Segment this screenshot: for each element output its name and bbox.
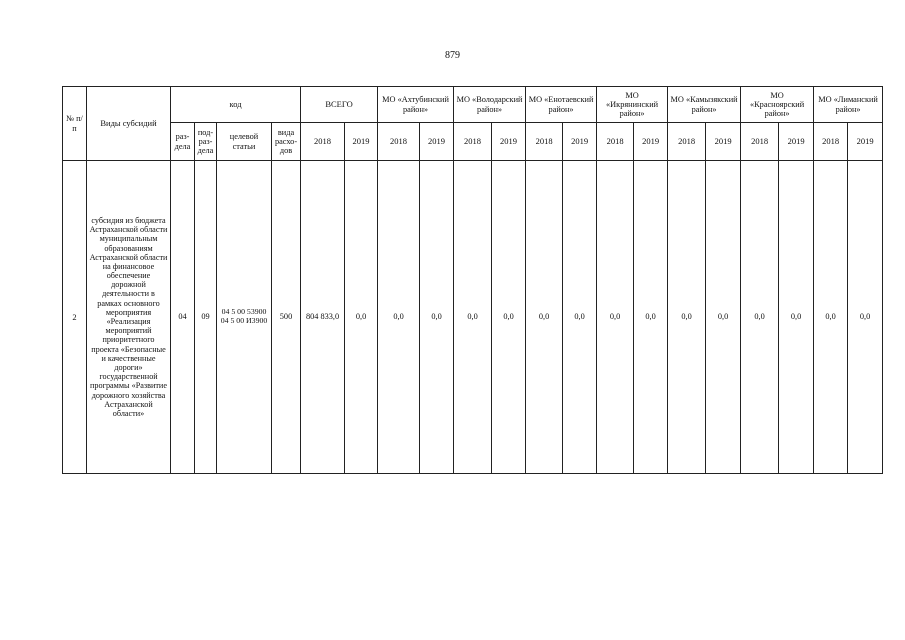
table-row: [63, 161, 883, 474]
col-region-header: МО «Енотаевский район»: [526, 87, 597, 123]
col-subsection-header: под-раз-дела: [195, 123, 217, 161]
col-region-header: МО «Красноярский район»: [741, 87, 814, 123]
region-2018-value: 0,0: [741, 161, 779, 474]
subsidy-description: субсидия из бюджета Астраханской области муниципальным образованиям Астраханской области на финансовое обеспечение дорожной деятельности в рамках основного мероприятия «Реализация мероприятий приоритетного проекта «Безопасные и качественные дороги» государственной программы «Развитие дорожного хозяйства Астраханской области»: [87, 161, 171, 474]
region-2018-value: 0,0: [668, 161, 706, 474]
subsection-code: 09: [195, 161, 217, 474]
col-year-header: 2018: [526, 123, 563, 161]
subsidy-table: [62, 86, 883, 474]
col-subsidy-type-header: Виды субсидий: [87, 87, 171, 161]
col-region-header: МО «Лиманский район»: [814, 87, 883, 123]
col-year-header: 2019: [345, 123, 378, 161]
col-year-header: 2018: [741, 123, 779, 161]
col-section-header: раз-дела: [171, 123, 195, 161]
page-number: 879: [445, 50, 460, 61]
col-year-header: 2019: [563, 123, 597, 161]
col-year-header: 2018: [454, 123, 492, 161]
region-2019-value: 0,0: [706, 161, 741, 474]
col-year-header: 2019: [779, 123, 814, 161]
region-2018-value: 0,0: [454, 161, 492, 474]
col-year-header: 2019: [492, 123, 526, 161]
row-number: 2: [63, 161, 87, 474]
col-code-header: код: [171, 87, 301, 123]
col-region-header: МО «Володарский район»: [454, 87, 526, 123]
region-2019-value: 0,0: [848, 161, 883, 474]
region-2018-value: 0,0: [597, 161, 634, 474]
col-year-header: 2018: [814, 123, 848, 161]
section-code: 04: [171, 161, 195, 474]
region-2019-value: 0,0: [492, 161, 526, 474]
col-target-article-header: целевой статьи: [217, 123, 272, 161]
header-row-1: [63, 87, 883, 123]
region-2018-value: 0,0: [378, 161, 420, 474]
col-region-header: МО «Икрянинский район»: [597, 87, 668, 123]
col-region-header: МО «Ахтубинский район»: [378, 87, 454, 123]
target-article-code: 04 5 00 53900: [221, 307, 267, 317]
total-2019-value: 0,0: [345, 161, 378, 474]
target-article-cell: [217, 161, 272, 474]
region-2018-value: 0,0: [526, 161, 563, 474]
col-year-header: 2018: [668, 123, 706, 161]
col-year-header: 2019: [848, 123, 883, 161]
region-2019-value: 0,0: [563, 161, 597, 474]
col-year-header: 2018: [301, 123, 345, 161]
total-2018-value: 804 833,0: [301, 161, 345, 474]
col-expense-type-header: вида расхо-дов: [272, 123, 301, 161]
region-2018-value: 0,0: [814, 161, 848, 474]
col-year-header: 2018: [378, 123, 420, 161]
region-2019-value: 0,0: [634, 161, 668, 474]
region-2019-value: 0,0: [420, 161, 454, 474]
col-year-header: 2019: [706, 123, 741, 161]
region-2019-value: 0,0: [779, 161, 814, 474]
col-region-header: МО «Камызякский район»: [668, 87, 741, 123]
col-year-header: 2019: [634, 123, 668, 161]
col-year-header: 2018: [597, 123, 634, 161]
col-year-header: 2019: [420, 123, 454, 161]
header-row-2: [63, 123, 883, 161]
col-num-header: № п/п: [63, 87, 87, 161]
expense-type-code: 500: [272, 161, 301, 474]
col-total-header: ВСЕГО: [301, 87, 378, 123]
target-article-code: 04 5 00 И3900: [220, 316, 268, 325]
